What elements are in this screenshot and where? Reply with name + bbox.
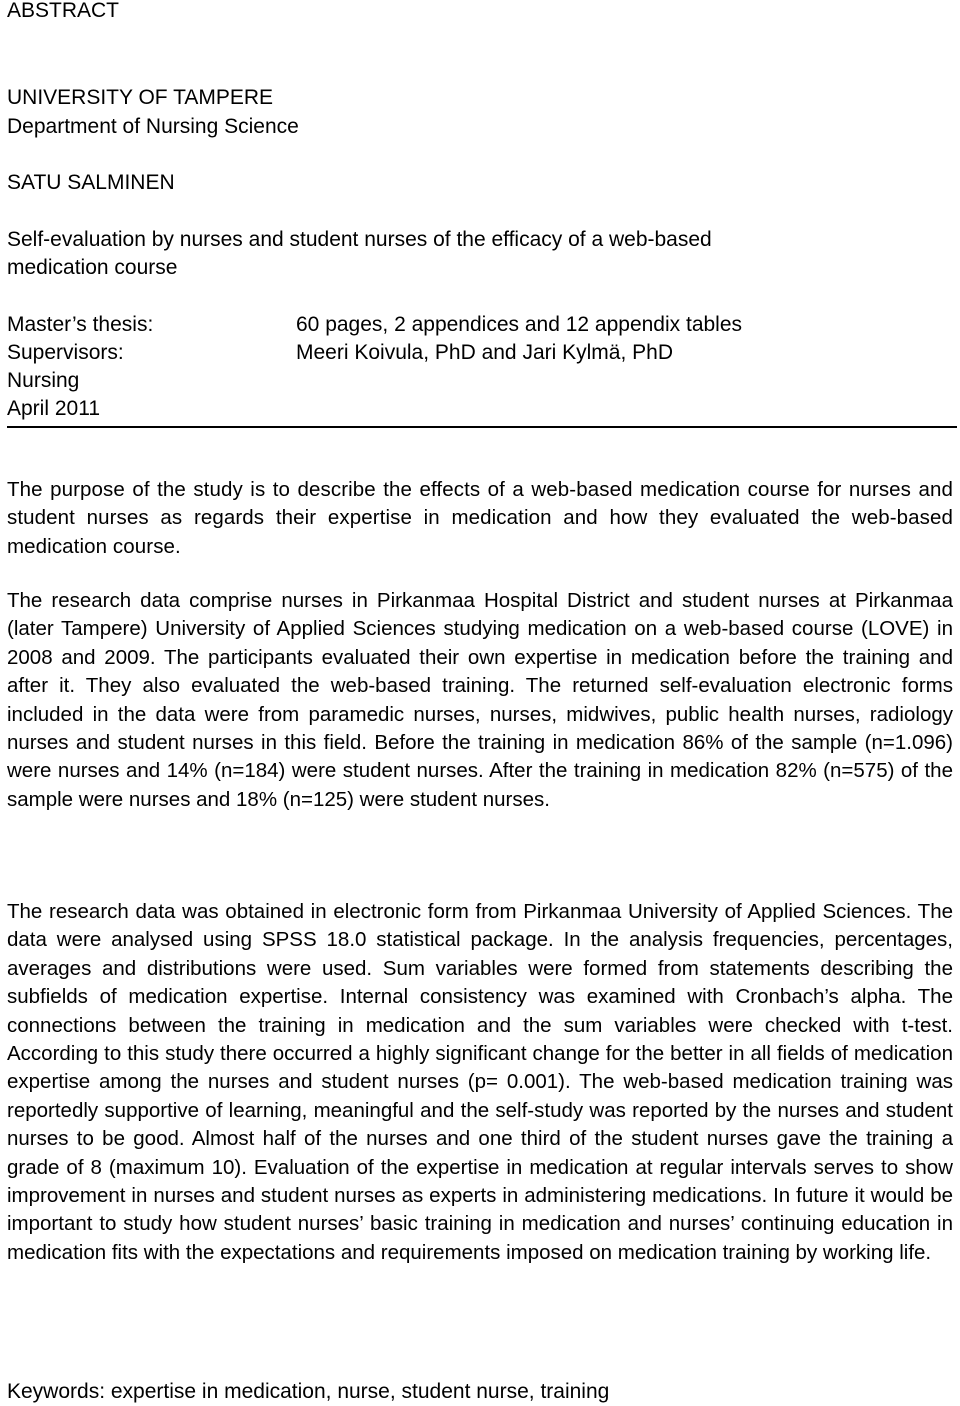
thesis-value: 60 pages, 2 appendices and 12 appendix tables xyxy=(296,313,743,336)
thesis-label: Master’s thesis: xyxy=(7,313,154,336)
abstract-paragraph-purpose: The purpose of the study is to describe the effects of a web-based medication course for nurses and student nurses as regards their expertise in medication and how they evaluated the web-based medication course. xyxy=(7,478,953,558)
section-heading: ABSTRACT xyxy=(7,0,120,22)
supervisors-value: Meeri Koivula, PhD and Jari Kylmä, PhD xyxy=(296,341,673,364)
keywords: Keywords: expertise in medication, nurse, student nurse, training xyxy=(7,1380,610,1403)
divider-rule xyxy=(7,426,957,428)
department-name: Department of Nursing Science xyxy=(7,115,299,138)
thesis-title-line-2: medication course xyxy=(7,256,178,279)
abstract-paragraph-data: The research data comprise nurses in Pirkanmaa Hospital District and student nurses at Pirkanmaa (later Tampere) University of Applied Sciences studying medication on a web-based course (LOVE) in 2008 and 2009. The participants evaluated their own expertise in medication before the training and after it. They also evaluated the web-based training. The returned self-evaluation electronic forms included in the data were from paramedic nurses, nurses, midwives, public health nurses, radiology nurses and student nurses in this field. Before the training in medication 86% of the sample (n=1.096) were nurses and 14% (n=184) were student nurses. After the training in medication 82% (n=575) of the sample were nurses and 18% (n=125) were student nurses. xyxy=(7,589,953,811)
university-name: UNIVERSITY OF TAMPERE xyxy=(7,86,274,109)
abstract-paragraph-analysis: The research data was obtained in electronic form from Pirkanmaa University of Applied Sciences. The data were analysed using SPSS 18.0 statistical package. In the analysis frequencies, percentages, averages and distributions were used. Sum variables were formed from statements describing the subfields of medication expertise. Internal consistency was examined with Cronbach’s alpha. The connections between the training in medication and the sum variables were checked with t-test. According to this study there occurred a highly significant change for the better in all fields of medication expertise among the nurses and student nurses (p= 0.001). The web-based medication training was reportedly supportive of learning, meaningful and the self-study was reported by the nurses and student nurses to be good. Almost half of the nurses and one third of the student nurses gave the training a grade of 8 (maximum 10). Evaluation of the expertise in medication at regular intervals serves to show improvement in nurses and student nurses as experts in administering medications. In future it would be important to study how student nurses’ basic training in medication and nurses’ continuing education in medication fits with the expectations and requirements imposed on medication training by working life. xyxy=(7,900,953,1264)
subject-label: Nursing xyxy=(7,369,80,392)
date-label: April 2011 xyxy=(7,397,101,420)
author-name: SATU SALMINEN xyxy=(7,171,175,194)
supervisors-label: Supervisors: xyxy=(7,341,124,364)
thesis-title-line-1: Self-evaluation by nurses and student nurses of the efficacy of a web-based xyxy=(7,228,712,251)
